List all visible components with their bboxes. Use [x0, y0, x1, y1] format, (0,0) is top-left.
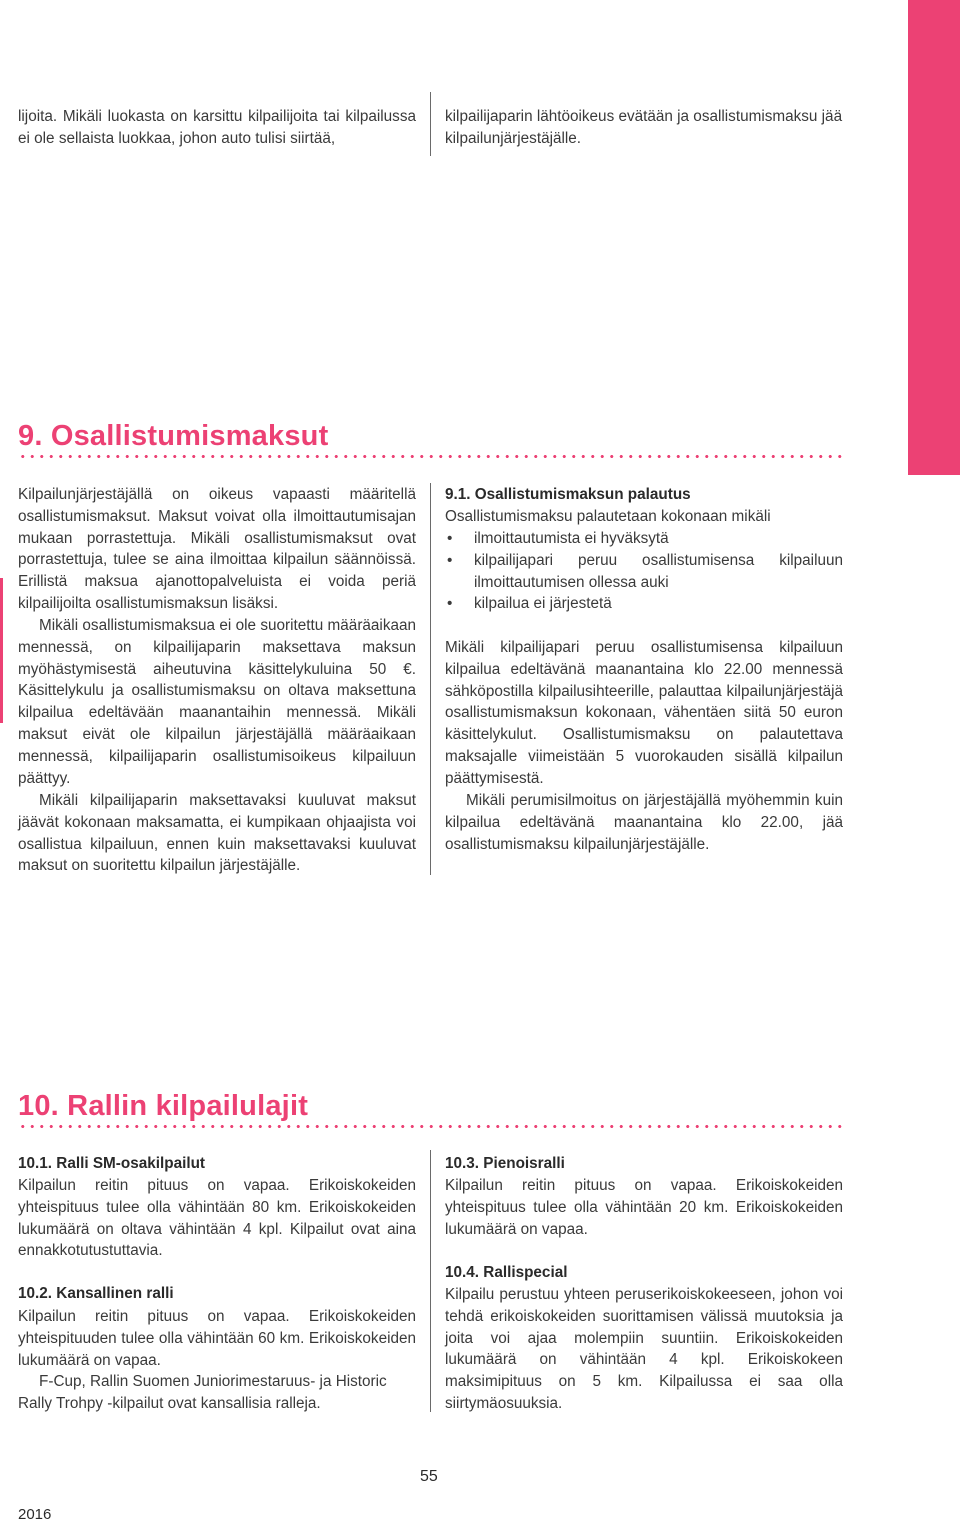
section-10-3-text: Kilpailun reitin pituus on vapaa. Erikoiskokeiden yhteispituus tulee olla vähintään 20 km. Erikoiskokeiden lukumäärä on vapaa.: [445, 1177, 843, 1238]
footer-year: 2016: [18, 1506, 52, 1523]
column-divider-section10: [430, 1150, 431, 1412]
section-10-2-text-2: F-Cup, Rallin Suomen Juniorimestaruus- ja Historic Rally Trohpy -kilpailut ovat kansallisia ralleja.: [18, 1373, 387, 1412]
list-item: • ilmoittautumista ei hyväksytä: [445, 528, 843, 550]
bullet-icon: •: [447, 595, 453, 613]
column-divider-section9: [430, 483, 431, 875]
section-tab-marker: [908, 0, 960, 475]
section-9-paragraph-3: Mikäli kilpailijaparin maksettavaksi kuuluvat maksut jäävät kokonaan maksamatta, ei kumpikaan ohjaajista voi osallistua kilpailuun, ennen kuin maksettavaksi kuuluvat maksut on suoritettu kilpailun järjestäjälle.: [18, 792, 416, 875]
section-10-3-heading: 10.3. Pienoisralli: [445, 1155, 565, 1172]
top-left-paragraph: lijoita. Mikäli luokasta on karsittu kilpailijoita tai kilpailussa ei ole sellaista luokkaa, johon auto tulisi siirtää,: [18, 108, 416, 147]
section-9-1-paragraph-1: Mikäli kilpailijapari peruu osallistumisensa kilpailuun kilpailua edeltävänä maanantaina klo 22.00 mennessä sähköpostilla kilpailusihteerille, palauttaa kilpailunjärjestäjä osallistumismaksun kokonaan, vähentäen siitä 50 euron käsittelykulut. Osallistumismaksu on palautettava maksajalle viimeistään 5 vuorokauden sisällä kilpailun päättymisestä.: [445, 639, 843, 787]
list-item: • kilpailijapari peruu osallistumisensa kilpailuun ilmoittautumisen ollessa auki: [447, 551, 843, 591]
section-9-1-paragraph-2: Mikäli perumisilmoitus on järjestäjällä myöhemmin kuin kilpailua edeltävänä maanantaina klo 22.00, jää osallistumismaksu kilpailunjärjestäjälle.: [445, 792, 843, 853]
section-10-1-text: Kilpailun reitin pituus on vapaa. Erikoiskokeiden yhteispituus tulee olla vähintään 80 km. Erikoiskokeiden lukumäärä on oltava vähintään 4 kpl. Kilpailut ovat aina ennakkotutustuttavia.: [18, 1177, 416, 1260]
section-10-2-text: Kilpailun reitin pituus on vapaa. Erikoiskokeiden yhteispituuden tulee olla vähintään 60 km. Erikoiskokeiden lukumäärä on vapaa.: [18, 1308, 416, 1369]
dotted-rule: [18, 455, 844, 458]
page-number: 55: [420, 1468, 438, 1485]
section-10-4-text: Kilpailu perustuu yhteen peruserikoiskokeeseen, johon voi tehdä erikoiskokeiden suorittamisen välissä muutoksia ja joita voi ajaa molempiin suuntiin. Erikoiskokeiden lukumäärä on vähintään 4 kpl. Erikoiskokeen maksimipituus on 5 km. Kilpailussa ei saa olla siirtymäosuuksia.: [445, 1286, 843, 1412]
section-9-1-heading: 9.1. Osallistumismaksun palautus: [445, 486, 691, 503]
margin-highlight-bar: [0, 578, 3, 723]
section-10-2-heading: 10.2. Kansallinen ralli: [18, 1285, 174, 1302]
section-9-heading: 9. Osallistumismaksut: [18, 420, 329, 452]
bullet-icon: •: [447, 530, 453, 547]
bullet-icon: •: [447, 551, 453, 569]
section-10-4-heading: 10.4. Rallispecial: [445, 1264, 568, 1281]
section-10-1-heading: 10.1. Ralli SM-osakilpailut: [18, 1155, 206, 1172]
top-right-paragraph: kilpailijaparin lähtöoikeus evätään ja osallistumismaksu jää kilpailunjärjestäjälle.: [445, 108, 843, 147]
dotted-rule: [18, 1125, 844, 1128]
section-9-1-intro: Osallistumismaksu palautetaan kokonaan mikäli: [445, 508, 771, 525]
section-10-heading: 10. Rallin kilpailulajit: [18, 1090, 309, 1122]
section-9-paragraph-2: Mikäli osallistumismaksua ei ole suoritettu määräaikaan mennessä, on kilpailijaparin maksettava maksun myöhästymisestä aiheutuvina käsittelykuluina 50 €. Käsittelykulu ja osallistumismaksu on oltava maksettuna kilpailua edeltävään maanantaihin mennessä. Mikäli maksut eivät ole kilpailun järjestäjällä määräaikaan mennessä, kilpailijaparin osallistumisoikeus kilpailuun päättyy.: [18, 617, 416, 787]
section-9-paragraph-1: Kilpailunjärjestäjällä on oikeus vapaasti määritellä osallistumismaksut. Maksut voivat olla ilmoittautumisajan mukaan porrastettuja. Mikäli osallistumismaksut ovat porrastettuja, tulee se aina ilmoittaa kilpailun säännöissä. Erillistä maksua ajanottopalveluista ei voida periä kilpailijoilta osallistumismaksun lisäksi.: [18, 486, 416, 612]
list-item: • kilpailua ei järjestetä: [445, 593, 843, 615]
column-divider-top: [430, 92, 431, 156]
refund-conditions-list: [445, 528, 843, 615]
